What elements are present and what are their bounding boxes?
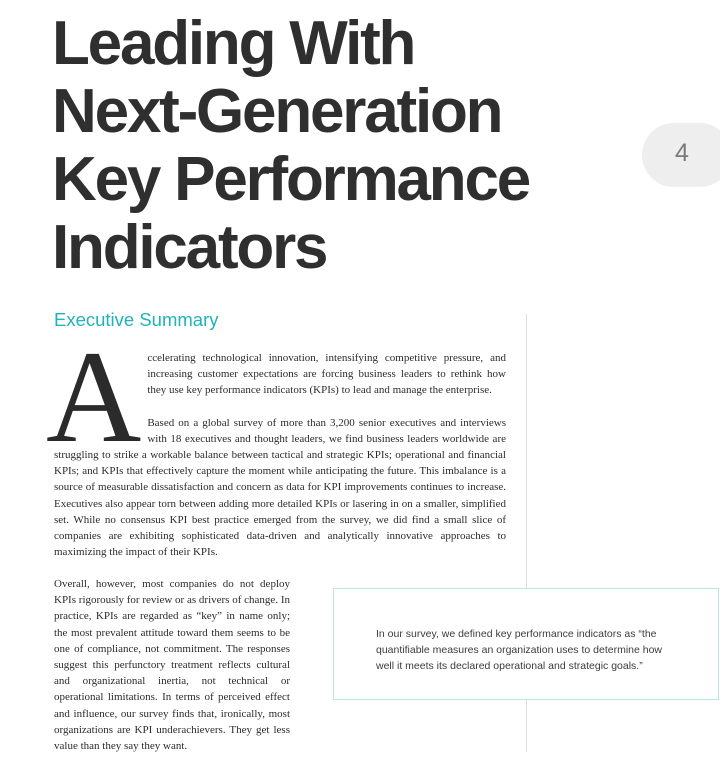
title-line: Leading With — [52, 9, 415, 78]
body-paragraph-1: ccelerating technological innovation, intensifying competitive pressure, and increasing customer expectations are forcing business leaders to rethink how they use key performance indicators (KPIs) to lead and manage the enterprise. — [147, 352, 506, 397]
callout-box — [333, 588, 719, 700]
body-text-main — [46, 323, 506, 560]
section-heading: Executive Summary — [54, 309, 219, 330]
callout-text: In our survey, we defined key performance indicators as “the quantifiable measures an organization uses to determine how well it meets its declared operational and strategic goals.” — [376, 628, 663, 672]
document-title — [52, 10, 529, 282]
title-line: Next-Generation — [52, 77, 502, 146]
page-number: 4 — [675, 139, 689, 167]
body-paragraph-3: Overall, however, most companies do not deploy KPIs rigorously for review or as drivers of change. In practice, KPIs are regarded as “key” in name only; the most prevalent attitude toward them seems to be one of compliance, not commitment. The responses suggest this perfunctory treatment reflects cultural and organizational inertia, not technical or operational limitations. In terms of perceived effect and influence, our survey finds that, ironically, most organizations are KPI underachievers. They get less value than they say they want. — [54, 578, 290, 753]
body-text-continued — [54, 576, 290, 754]
title-line: Indicators — [52, 213, 327, 282]
page-number-tab — [642, 123, 720, 187]
body-paragraph-2: Based on a global survey of more than 3,200 senior executives and interviews with 18 executives and thought leaders, we find business leaders worldwide are struggling to strike a workable balance between tactical and strategic KPIs; operational and financial KPIs; and KPIs that effectively capture the moment while anticipating the future. This imbalance is a source of measurable dissatisfaction and concern as data for KPI improvements continues to increase. Executives also appear torn between adding more detailed KPIs or lasering in on a smaller, simplified set. While no consensus KPI best practice emerged from the survey, we did find a small slice of companies are exhibiting sophisticated data-driven and analytically innovative approaches to maximizing the impact of their KPIs. — [54, 416, 506, 559]
title-line: Key Performance — [52, 145, 530, 214]
drop-cap: A — [46, 323, 142, 470]
